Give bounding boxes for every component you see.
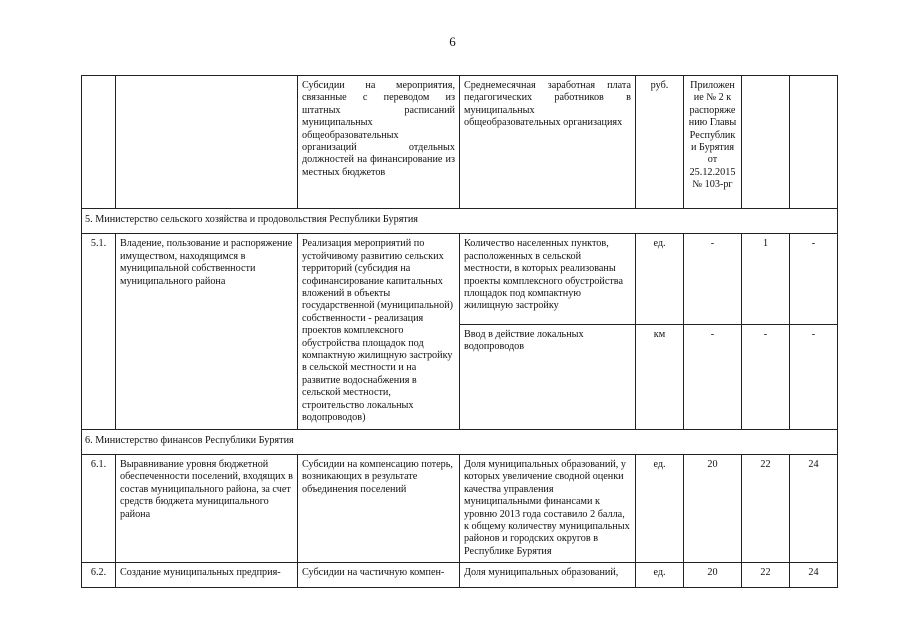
section-title: 6. Министерство финансов Республики Бурятия [82, 429, 838, 454]
indicator-cell: Среднемесячная заработная плата педагогических работников в муниципальных общеобразовательных организациях [460, 76, 636, 209]
measure-cell: Субсидии на компенсацию потерь, возникающих в результате объединения поселений [298, 454, 460, 562]
table-row [82, 454, 838, 562]
value-cell: 20 [684, 563, 742, 588]
unit-cell: руб. [636, 76, 684, 209]
value-cell: - [742, 324, 790, 429]
power-cell: Создание муниципальных предприя- [116, 563, 298, 588]
unit-cell: км [636, 324, 684, 429]
value-cell: 24 [790, 563, 838, 588]
value-cell: 22 [742, 563, 790, 588]
section-title: 5. Министерство сельского хозяйства и продовольствия Республики Бурятия [82, 209, 838, 234]
unit-cell: ед. [636, 563, 684, 588]
value-cell [790, 76, 838, 209]
unit-cell: ед. [636, 454, 684, 562]
indicator-cell: Количество населенных пунктов, расположенных в сельской местности, в которых реализованы проекты комплексного обустройства площадок под компактную жилищную застройку [460, 234, 636, 324]
value-cell: 20 [684, 454, 742, 562]
page-number: 6 [449, 34, 456, 49]
table-row [82, 76, 838, 209]
indicator-cell: Доля муниципальных образований, [460, 563, 636, 588]
indicator-cell: Доля муниципальных образований, у которых увеличение сводной оценки качества управления муниципальными финансами к уровню 2013 года составило 2 балла, к общему количеству муниципальных районов и городских округов в Республике Бурятия [460, 454, 636, 562]
value-cell: Приложение № 2 к распоряжению Главы Республики Бурятия от 25.12.2015 № 103-рг [684, 76, 742, 209]
document-table [81, 75, 838, 588]
unit-cell: ед. [636, 234, 684, 324]
value-cell: 22 [742, 454, 790, 562]
value-cell: - [790, 234, 838, 324]
row-number-cell: 6.1. [82, 454, 116, 562]
power-cell: Выравнивание уровня бюджетной обеспеченности поселений, входящих в состав муниципального района, за счет средств бюджета муниципального района [116, 454, 298, 562]
value-cell: 24 [790, 454, 838, 562]
row-number-cell [82, 76, 116, 209]
section-row [82, 429, 838, 454]
measure-cell: Реализация мероприятий по устойчивому развитию сельских территорий (субсидия на софинансирование капитальных вложений в объекты государственной (муниципальной) собственности - реализация проектов комплексного обустройства площадок под компактную жилищную застройку в сельской местности и на развитие водоснабжения в сельской местности, строительство локальных водопроводов) [298, 234, 460, 429]
value-cell: - [684, 234, 742, 324]
row-number-cell: 5.1. [82, 234, 116, 429]
row-number-cell: 6.2. [82, 563, 116, 588]
power-cell: Владение, пользование и распоряжение имуществом, находящимся в муниципальной собственности муниципального района [116, 234, 298, 429]
section-row [82, 209, 838, 234]
measure-cell: Субсидии на мероприятия, связанные с переводом из штатных расписаний муниципальных общеобразовательных организаций отдельных должностей на финансирование из местных бюджетов [298, 76, 460, 209]
indicator-cell: Ввод в действие локальных водопроводов [460, 324, 636, 429]
power-cell [116, 76, 298, 209]
value-cell: - [790, 324, 838, 429]
table-row [82, 234, 838, 324]
value-cell: - [684, 324, 742, 429]
table-row [82, 563, 838, 588]
value-cell: 1 [742, 234, 790, 324]
measure-cell: Субсидии на частичную компен- [298, 563, 460, 588]
value-cell [742, 76, 790, 209]
